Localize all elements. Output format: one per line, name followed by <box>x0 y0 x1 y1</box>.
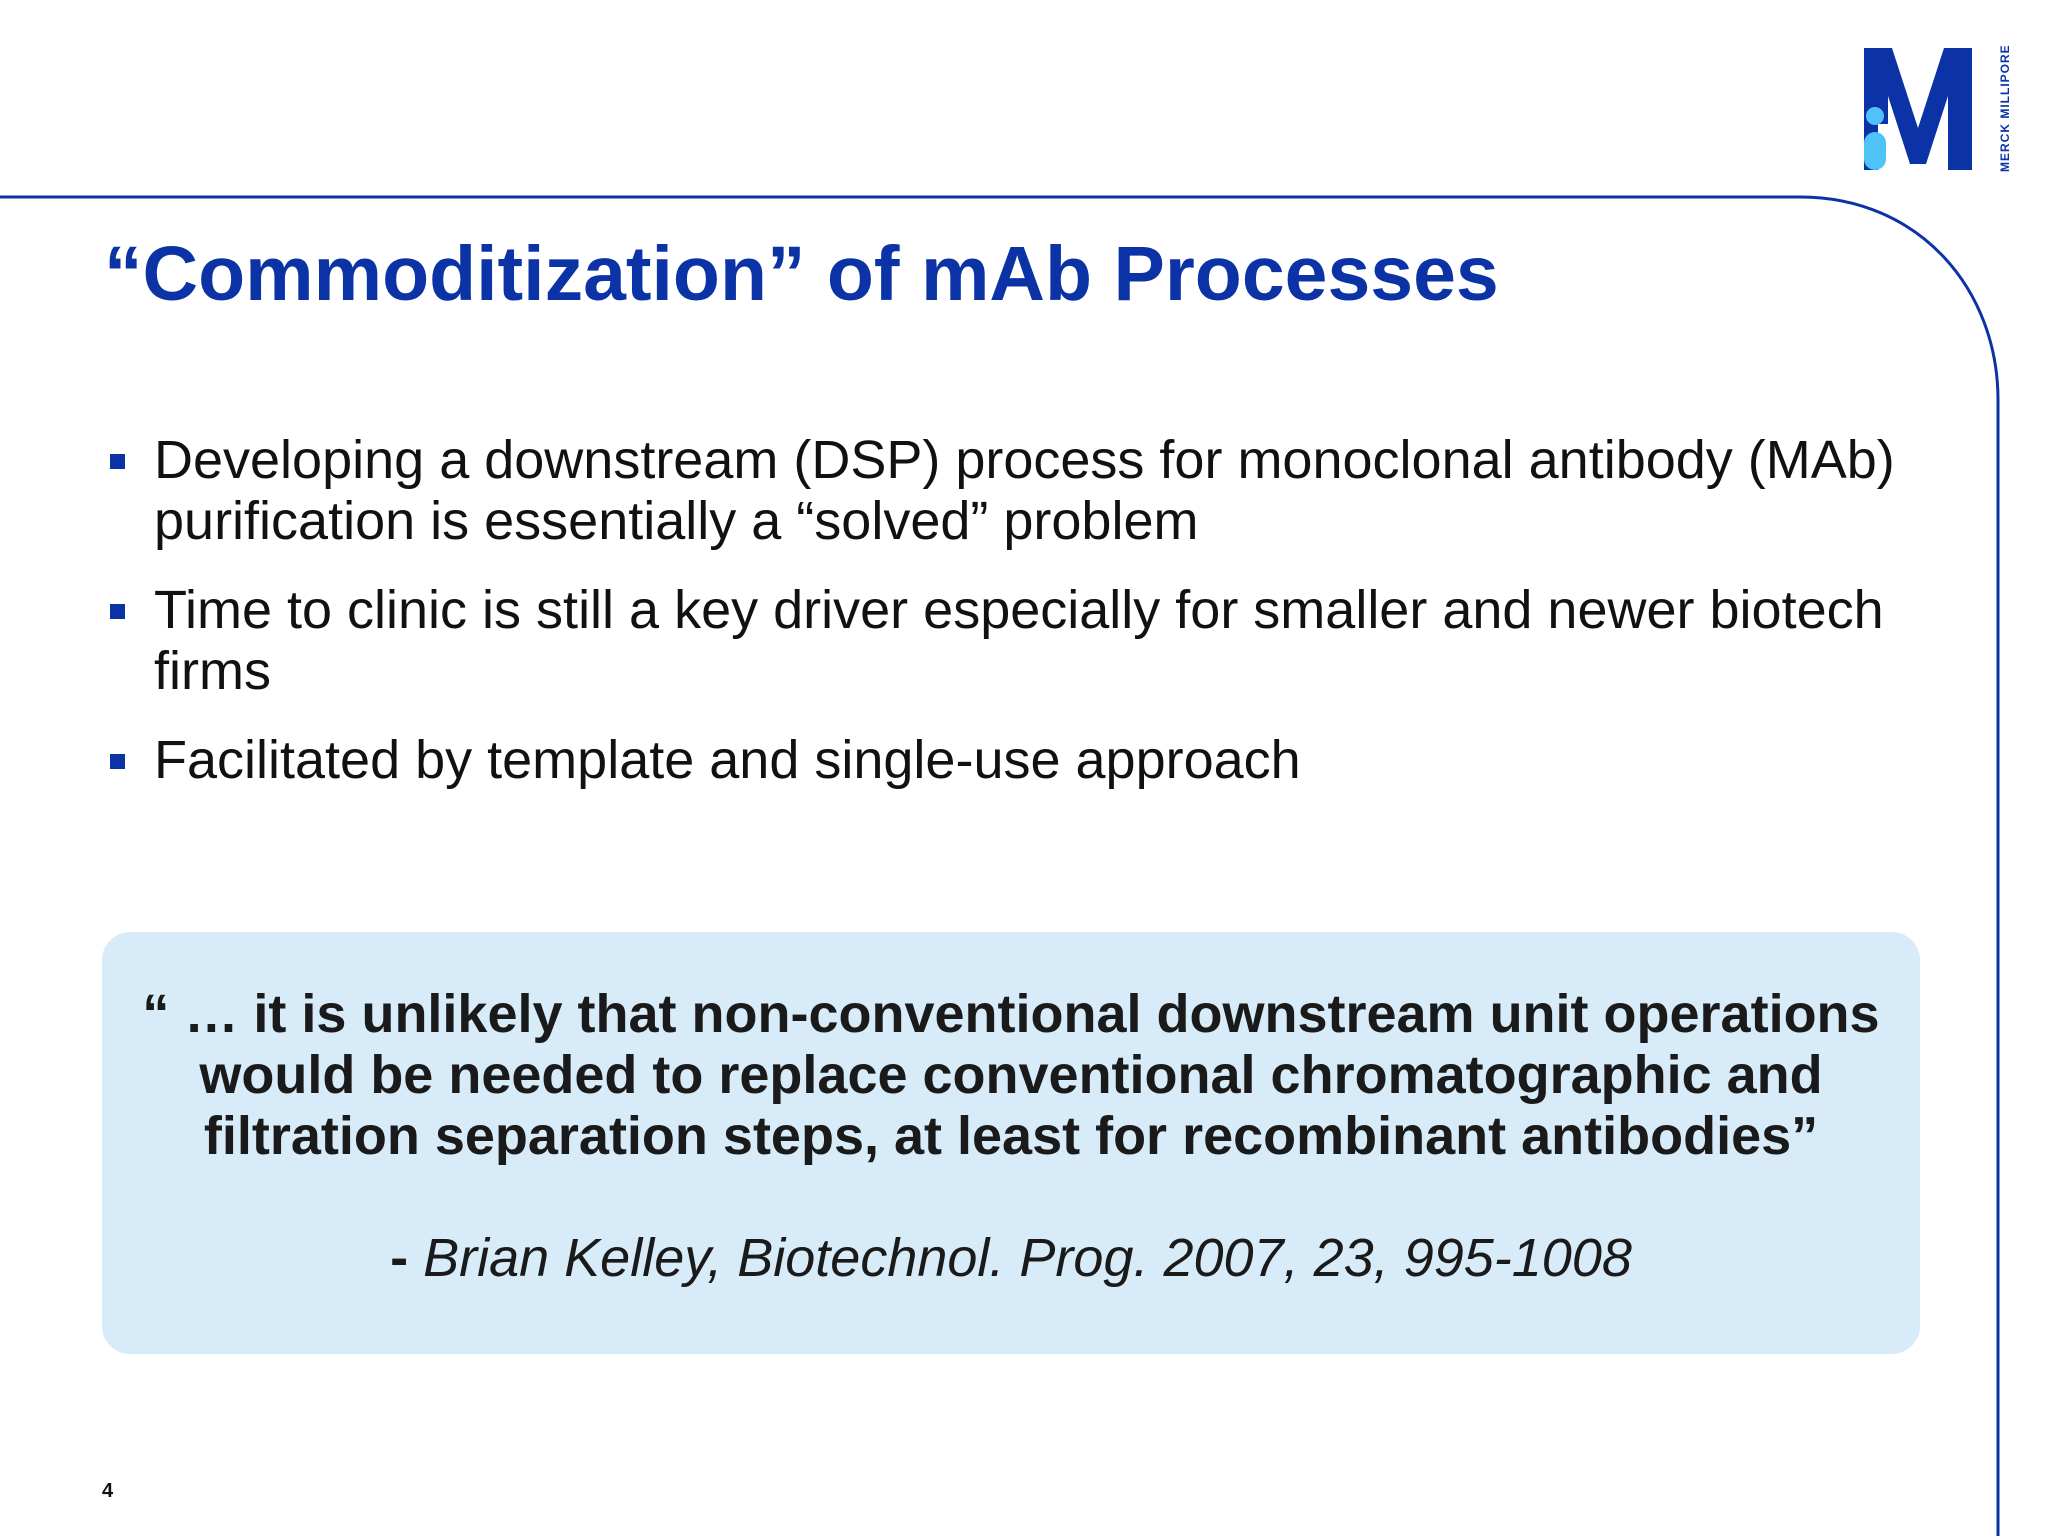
quote-attribution <box>102 1228 1920 1289</box>
logo-wordmark: MERCK MILLIPORE <box>1998 44 2012 172</box>
bullet-list <box>104 430 1904 819</box>
bullet-item <box>104 430 1904 552</box>
square-bullet-icon <box>110 604 125 619</box>
bullet-text: Time to clinic is still a key driver especially for smaller and newer biotech firms <box>154 580 1884 701</box>
square-bullet-icon <box>110 454 125 469</box>
bullet-text: Developing a downstream (DSP) process for monoclonal antibody (MAb) purification is essentially a “solved” problem <box>154 430 1895 551</box>
bullet-text: Facilitated by template and single-use approach <box>154 730 1301 790</box>
page-number: 4 <box>102 1480 114 1502</box>
merck-millipore-logo <box>1858 40 2008 180</box>
square-bullet-icon <box>110 754 125 769</box>
attribution-citation: Brian Kelley, Biotechnol. Prog. 2007, 23, 995-1008 <box>423 1228 1632 1288</box>
slide-title: “Commoditization” of mAb Processes <box>104 231 1499 317</box>
quote-box <box>102 932 1920 1354</box>
quote-text: “ … it is unlikely that non-conventional downstream unit operations would be needed to replace conventional chromatographic and filtration separation steps, at least for recombinant antibodies” <box>142 984 1880 1166</box>
bullet-item <box>104 580 1904 702</box>
attribution-dash: - <box>390 1228 424 1288</box>
bullet-item <box>104 730 1904 791</box>
